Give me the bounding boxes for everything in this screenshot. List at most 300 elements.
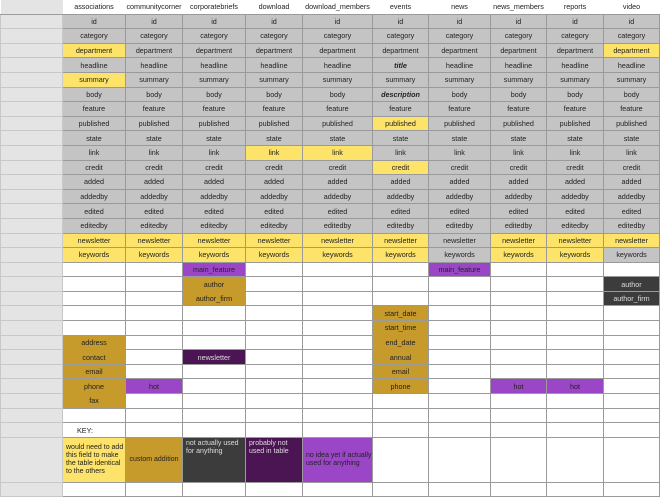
cell-newsletter[interactable]: newsletter [491,233,547,248]
column-header-corporatebriefs[interactable]: corporatebriefs [183,0,246,14]
cell-empty[interactable] [491,262,547,277]
cell-empty[interactable] [429,482,491,497]
cell-id[interactable]: id [246,14,303,29]
cell-newsletter[interactable]: newsletter [604,233,660,248]
cell-credit[interactable]: credit [303,160,373,175]
cell-empty[interactable] [429,394,491,409]
cell-feature[interactable]: feature [246,102,303,117]
cell-empty[interactable] [183,423,246,438]
cell-body[interactable]: body [604,87,660,102]
cell-published[interactable]: published [373,116,429,131]
cell-empty[interactable] [491,437,547,482]
cell-empty[interactable] [303,482,373,497]
cell-summary[interactable]: summary [491,72,547,87]
cell-empty[interactable] [491,423,547,438]
cell-body[interactable]: body [547,87,604,102]
cell-empty[interactable] [126,394,183,409]
cell-edited[interactable]: edited [604,204,660,219]
row-header-cell[interactable] [1,204,63,219]
cell-empty[interactable] [126,423,183,438]
cell-headline[interactable]: headline [303,58,373,73]
cell-empty[interactable] [604,262,660,277]
cell-empty[interactable] [126,335,183,350]
cell-credit[interactable]: credit [246,160,303,175]
cell-empty[interactable] [429,291,491,306]
cell-empty[interactable] [491,482,547,497]
cell-empty[interactable] [126,364,183,379]
cell-edited[interactable]: edited [246,204,303,219]
cell-id[interactable]: id [429,14,491,29]
cell-empty[interactable] [183,379,246,394]
cell-published[interactable]: published [183,116,246,131]
cell-added[interactable]: added [63,175,126,190]
cell-id[interactable]: id [183,14,246,29]
cell-addedby[interactable]: addedby [373,189,429,204]
cell-link[interactable]: link [373,145,429,160]
cell-published[interactable]: published [604,116,660,131]
cell-edited[interactable]: edited [373,204,429,219]
cell-credit[interactable]: credit [183,160,246,175]
column-header-news-members[interactable]: news_members [491,0,547,14]
row-header-cell[interactable] [1,364,63,379]
cell-link[interactable]: link [126,145,183,160]
cell-empty[interactable] [246,394,303,409]
cell-headline[interactable]: headline [491,58,547,73]
cell-empty[interactable] [63,277,126,292]
cell-headline[interactable]: headline [63,58,126,73]
cell-keywords[interactable]: keywords [547,248,604,263]
cell-address[interactable]: address [63,335,126,350]
cell-empty[interactable] [303,335,373,350]
cell-department[interactable]: department [246,43,303,58]
cell-empty[interactable] [183,408,246,423]
cell-edited[interactable]: edited [429,204,491,219]
cell-addedby[interactable]: addedby [604,189,660,204]
cell-empty[interactable] [246,482,303,497]
cell-department[interactable]: department [547,43,604,58]
cell-editedby[interactable]: editedby [373,218,429,233]
key-legend-not-used[interactable]: not actually used for anything [183,437,246,482]
cell-published[interactable]: published [126,116,183,131]
cell-empty[interactable] [604,350,660,365]
cell-added[interactable]: added [373,175,429,190]
cell-email[interactable]: email [373,364,429,379]
cell-empty[interactable] [429,379,491,394]
column-header-download[interactable]: download [246,0,303,14]
cell-department[interactable]: department [491,43,547,58]
cell-category[interactable]: category [63,29,126,44]
cell-empty[interactable] [126,482,183,497]
cell-department[interactable]: department [183,43,246,58]
cell-empty[interactable] [373,423,429,438]
cell-category[interactable]: category [604,29,660,44]
cell-author-firm[interactable]: author_firm [604,291,660,306]
cell-published[interactable]: published [246,116,303,131]
cell-newsletter[interactable]: newsletter [373,233,429,248]
cell-empty[interactable] [303,364,373,379]
cell-empty[interactable] [547,335,604,350]
cell-feature[interactable]: feature [126,102,183,117]
cell-category[interactable]: category [126,29,183,44]
cell-department[interactable]: department [429,43,491,58]
row-header-cell[interactable] [1,14,63,29]
cell-department[interactable]: department [126,43,183,58]
cell-empty[interactable] [491,408,547,423]
cell-added[interactable]: added [429,175,491,190]
cell-empty[interactable] [373,262,429,277]
cell-newsletter[interactable]: newsletter [126,233,183,248]
cell-published[interactable]: published [491,116,547,131]
cell-empty[interactable] [547,277,604,292]
cell-empty[interactable] [126,350,183,365]
cell-link[interactable]: link [246,145,303,160]
cell-link[interactable]: link [604,145,660,160]
cell-state[interactable]: state [373,131,429,146]
cell-editedby[interactable]: editedby [126,218,183,233]
cell-empty[interactable] [303,277,373,292]
cell-published[interactable]: published [429,116,491,131]
cell-contact[interactable]: contact [63,350,126,365]
cell-addedby[interactable]: addedby [183,189,246,204]
cell-empty[interactable] [246,364,303,379]
cell-id[interactable]: id [373,14,429,29]
cell-editedby[interactable]: editedby [604,218,660,233]
cell-empty[interactable] [604,408,660,423]
cell-empty[interactable] [604,482,660,497]
cell-empty[interactable] [429,350,491,365]
column-header-associations[interactable]: associations [63,0,126,14]
cell-empty[interactable] [183,482,246,497]
cell-empty[interactable] [491,394,547,409]
cell-addedby[interactable]: addedby [126,189,183,204]
cell-addedby[interactable]: addedby [429,189,491,204]
cell-summary[interactable]: summary [429,72,491,87]
row-header-cell[interactable] [1,87,63,102]
cell-feature[interactable]: feature [491,102,547,117]
cell-empty[interactable] [429,321,491,336]
cell-body[interactable]: body [303,87,373,102]
cell-edited[interactable]: edited [303,204,373,219]
cell-empty[interactable] [491,321,547,336]
cell-empty[interactable] [491,364,547,379]
cell-body[interactable]: body [429,87,491,102]
cell-summary[interactable]: summary [246,72,303,87]
cell-main-feature[interactable]: main_feature [183,262,246,277]
cell-headline[interactable]: headline [547,58,604,73]
cell-category[interactable]: category [246,29,303,44]
cell-empty[interactable] [126,321,183,336]
row-header-cell[interactable] [1,233,63,248]
column-header-download-members[interactable]: download_members [303,0,373,14]
row-header-cell[interactable] [1,175,63,190]
row-header-cell[interactable] [1,58,63,73]
cell-edited[interactable]: edited [547,204,604,219]
row-header-cell[interactable] [1,437,63,482]
cell-empty[interactable] [303,321,373,336]
key-legend-missing-field[interactable]: would need to add this field to make the table identical to the others [63,437,126,482]
row-header-cell[interactable] [1,335,63,350]
cell-empty[interactable] [246,306,303,321]
cell-headline[interactable]: headline [429,58,491,73]
cell-addedby[interactable]: addedby [303,189,373,204]
cell-added[interactable]: added [604,175,660,190]
cell-empty[interactable] [547,482,604,497]
cell-empty[interactable] [183,321,246,336]
cell-empty[interactable] [604,437,660,482]
cell-empty[interactable] [547,291,604,306]
cell-empty[interactable] [246,321,303,336]
cell-summary[interactable]: summary [63,72,126,87]
cell-keywords[interactable]: keywords [126,248,183,263]
cell-author[interactable]: author [183,277,246,292]
cell-summary[interactable]: summary [604,72,660,87]
cell-body[interactable]: body [183,87,246,102]
cell-feature[interactable]: feature [429,102,491,117]
key-title[interactable]: KEY: [63,423,126,438]
cell-state[interactable]: state [303,131,373,146]
cell-edited[interactable]: edited [183,204,246,219]
cell-id[interactable]: id [303,14,373,29]
cell-author[interactable]: author [604,277,660,292]
cell-department[interactable]: department [303,43,373,58]
cell-empty[interactable] [246,423,303,438]
cell-empty[interactable] [246,335,303,350]
cell-empty[interactable] [63,482,126,497]
row-header-cell[interactable] [1,0,63,14]
cell-main-feature[interactable]: main_feature [429,262,491,277]
cell-empty[interactable] [303,291,373,306]
cell-link[interactable]: link [63,145,126,160]
cell-category[interactable]: category [429,29,491,44]
cell-newsletter[interactable]: newsletter [246,233,303,248]
cell-empty[interactable] [246,379,303,394]
cell-editedby[interactable]: editedby [429,218,491,233]
row-header-cell[interactable] [1,116,63,131]
cell-empty[interactable] [429,277,491,292]
cell-start-date[interactable]: start_date [373,306,429,321]
cell-added[interactable]: added [126,175,183,190]
cell-summary[interactable]: summary [303,72,373,87]
cell-summary[interactable]: summary [126,72,183,87]
cell-added[interactable]: added [246,175,303,190]
cell-department[interactable]: department [63,43,126,58]
cell-phone[interactable]: phone [373,379,429,394]
cell-empty[interactable] [246,291,303,306]
cell-empty[interactable] [491,277,547,292]
cell-id[interactable]: id [604,14,660,29]
cell-feature[interactable]: feature [63,102,126,117]
cell-summary[interactable]: summary [373,72,429,87]
cell-empty[interactable] [373,394,429,409]
row-header-cell[interactable] [1,306,63,321]
cell-summary[interactable]: summary [547,72,604,87]
cell-empty[interactable] [491,291,547,306]
cell-empty[interactable] [547,423,604,438]
cell-empty[interactable] [183,394,246,409]
cell-empty[interactable] [183,335,246,350]
cell-keywords[interactable]: keywords [63,248,126,263]
cell-credit[interactable]: credit [547,160,604,175]
cell-empty[interactable] [246,262,303,277]
cell-credit[interactable]: credit [126,160,183,175]
cell-editedby[interactable]: editedby [547,218,604,233]
cell-department[interactable]: department [604,43,660,58]
key-legend-unknown-usage[interactable]: no idea yet if actually used for anything [303,437,373,482]
cell-hot[interactable]: hot [491,379,547,394]
key-legend-probably-not-used[interactable]: probably not used in table [246,437,303,482]
cell-feature[interactable]: feature [547,102,604,117]
column-header-video[interactable]: video [604,0,660,14]
cell-empty[interactable] [303,394,373,409]
cell-keywords[interactable]: keywords [604,248,660,263]
cell-empty[interactable] [126,277,183,292]
cell-phone[interactable]: phone [63,379,126,394]
cell-empty[interactable] [604,335,660,350]
cell-state[interactable]: state [63,131,126,146]
cell-published[interactable]: published [63,116,126,131]
cell-newsletter[interactable]: newsletter [547,233,604,248]
cell-empty[interactable] [547,350,604,365]
row-header-cell[interactable] [1,189,63,204]
cell-empty[interactable] [547,408,604,423]
cell-empty[interactable] [303,262,373,277]
column-header-reports[interactable]: reports [547,0,604,14]
cell-state[interactable]: state [126,131,183,146]
row-header-cell[interactable] [1,102,63,117]
cell-empty[interactable] [63,306,126,321]
column-header-events[interactable]: events [373,0,429,14]
cell-state[interactable]: state [183,131,246,146]
cell-empty[interactable] [547,364,604,379]
cell-id[interactable]: id [491,14,547,29]
cell-newsletter[interactable]: newsletter [183,233,246,248]
cell-id[interactable]: id [126,14,183,29]
cell-keywords[interactable]: keywords [303,248,373,263]
cell-fax[interactable]: fax [63,394,126,409]
cell-empty[interactable] [429,306,491,321]
cell-empty[interactable] [604,379,660,394]
cell-empty[interactable] [604,423,660,438]
row-header-cell[interactable] [1,131,63,146]
cell-published[interactable]: published [547,116,604,131]
cell-empty[interactable] [429,364,491,379]
row-header-cell[interactable] [1,160,63,175]
cell-link[interactable]: link [429,145,491,160]
cell-empty[interactable] [183,364,246,379]
cell-editedby[interactable]: editedby [63,218,126,233]
cell-addedby[interactable]: addedby [547,189,604,204]
row-header-cell[interactable] [1,291,63,306]
cell-added[interactable]: added [547,175,604,190]
cell-empty[interactable] [373,437,429,482]
column-header-news[interactable]: news [429,0,491,14]
cell-author-firm[interactable]: author_firm [183,291,246,306]
cell-summary[interactable]: summary [183,72,246,87]
cell-keywords[interactable]: keywords [491,248,547,263]
row-header-cell[interactable] [1,277,63,292]
cell-added[interactable]: added [491,175,547,190]
row-header-cell[interactable] [1,248,63,263]
cell-empty[interactable] [491,335,547,350]
cell-published[interactable]: published [303,116,373,131]
row-header-cell[interactable] [1,29,63,44]
cell-link[interactable]: link [183,145,246,160]
cell-state[interactable]: state [547,131,604,146]
cell-addedby[interactable]: addedby [63,189,126,204]
cell-empty[interactable] [429,423,491,438]
cell-description[interactable]: description [373,87,429,102]
cell-body[interactable]: body [246,87,303,102]
cell-credit[interactable]: credit [604,160,660,175]
row-header-cell[interactable] [1,43,63,58]
cell-edited[interactable]: edited [491,204,547,219]
cell-empty[interactable] [547,394,604,409]
cell-empty[interactable] [429,437,491,482]
cell-keywords[interactable]: keywords [183,248,246,263]
cell-end-date[interactable]: end_date [373,335,429,350]
cell-keywords[interactable]: keywords [373,248,429,263]
cell-title[interactable]: title [373,58,429,73]
cell-empty[interactable] [429,335,491,350]
cell-added[interactable]: added [183,175,246,190]
cell-keywords[interactable]: keywords [246,248,303,263]
cell-credit[interactable]: credit [429,160,491,175]
cell-category[interactable]: category [303,29,373,44]
cell-credit[interactable]: credit [491,160,547,175]
cell-editedby[interactable]: editedby [183,218,246,233]
cell-empty[interactable] [491,350,547,365]
cell-headline[interactable]: headline [604,58,660,73]
cell-newsletter[interactable]: newsletter [63,233,126,248]
cell-edited[interactable]: edited [126,204,183,219]
cell-category[interactable]: category [183,29,246,44]
cell-state[interactable]: state [604,131,660,146]
row-header-cell[interactable] [1,408,63,423]
cell-category[interactable]: category [491,29,547,44]
cell-empty[interactable] [604,321,660,336]
cell-newsletter[interactable]: newsletter [429,233,491,248]
cell-empty[interactable] [373,277,429,292]
cell-empty[interactable] [303,379,373,394]
cell-headline[interactable]: headline [246,58,303,73]
row-header-cell[interactable] [1,321,63,336]
row-header-cell[interactable] [1,350,63,365]
cell-empty[interactable] [63,321,126,336]
cell-credit[interactable]: credit [63,160,126,175]
row-header-cell[interactable] [1,218,63,233]
cell-department[interactable]: department [373,43,429,58]
cell-body[interactable]: body [491,87,547,102]
cell-empty[interactable] [373,408,429,423]
cell-empty[interactable] [63,262,126,277]
cell-empty[interactable] [126,262,183,277]
cell-start-time[interactable]: start_time [373,321,429,336]
cell-empty[interactable] [126,291,183,306]
cell-headline[interactable]: headline [126,58,183,73]
cell-id[interactable]: id [63,14,126,29]
cell-empty[interactable] [491,306,547,321]
cell-empty[interactable] [303,306,373,321]
cell-empty[interactable] [63,408,126,423]
cell-link[interactable]: link [491,145,547,160]
cell-body[interactable]: body [63,87,126,102]
row-header-cell[interactable] [1,379,63,394]
column-header-communitycorner[interactable]: communitycorner [126,0,183,14]
cell-empty[interactable] [604,306,660,321]
cell-empty[interactable] [246,350,303,365]
cell-addedby[interactable]: addedby [246,189,303,204]
cell-empty[interactable] [604,394,660,409]
